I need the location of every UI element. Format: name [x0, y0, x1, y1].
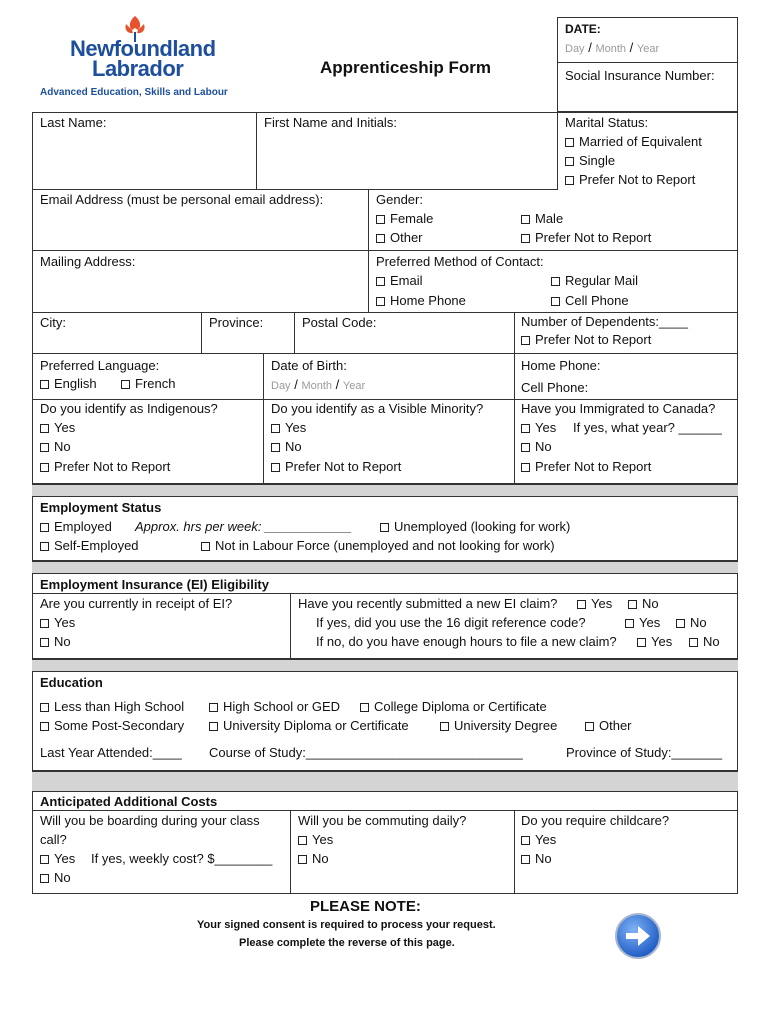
- boarding-question-line1: Will you be boarding during your class: [40, 813, 260, 828]
- ei-title: Employment Insurance (EI) Eligibility: [40, 577, 269, 592]
- edu-university-degree-checkbox[interactable]: University Degree: [440, 718, 557, 733]
- edu-university-diploma-checkbox[interactable]: University Diploma or Certificate: [209, 718, 409, 733]
- dob-label: Date of Birth:: [271, 358, 347, 373]
- home-phone-field[interactable]: Home Phone:: [521, 358, 601, 373]
- immigrated-yes-checkbox[interactable]: Yes: [521, 420, 556, 435]
- course-of-study-field[interactable]: Course of Study:______________________________: [209, 745, 523, 760]
- immigrated-prefer-checkbox[interactable]: Prefer Not to Report: [521, 459, 651, 474]
- next-page-button[interactable]: [614, 912, 662, 960]
- gender-female-checkbox[interactable]: Female: [376, 211, 433, 226]
- ei-receipt-no-checkbox[interactable]: No: [40, 634, 71, 649]
- edu-hs-ged-checkbox[interactable]: High School or GED: [209, 699, 340, 714]
- first-name-field[interactable]: First Name and Initials:: [264, 115, 397, 130]
- postal-code-field[interactable]: Postal Code:: [302, 315, 377, 330]
- marital-status-label: Marital Status:: [565, 115, 649, 130]
- indigenous-no-checkbox[interactable]: No: [40, 439, 71, 454]
- weekly-cost-field[interactable]: If yes, weekly cost? $________: [91, 851, 273, 866]
- reverse-page-note: Please complete the reverse of this page.: [239, 937, 455, 949]
- minority-no-checkbox[interactable]: No: [271, 439, 302, 454]
- form-title: Apprenticeship Form: [320, 58, 491, 77]
- ei-receipt-yes-checkbox[interactable]: Yes: [40, 615, 75, 630]
- section-divider: [32, 771, 738, 792]
- cell-phone-field[interactable]: Cell Phone:: [521, 380, 589, 395]
- childcare-no-checkbox[interactable]: No: [521, 851, 552, 866]
- city-field[interactable]: City:: [40, 315, 66, 330]
- unemployed-checkbox[interactable]: Unemployed (looking for work): [380, 519, 570, 534]
- immigrated-no-checkbox[interactable]: No: [521, 439, 552, 454]
- ei-reference-yes-checkbox[interactable]: Yes: [625, 615, 660, 630]
- approx-hours-field[interactable]: Approx. hrs per week: ____________: [135, 519, 352, 534]
- marital-married-checkbox[interactable]: Married of Equivalent: [565, 134, 702, 149]
- dob-field[interactable]: Day / Month / Year: [271, 377, 366, 392]
- indigenous-yes-checkbox[interactable]: Yes: [40, 420, 75, 435]
- boarding-question-line2: call?: [40, 832, 67, 847]
- date-field[interactable]: Day / Month / Year: [565, 40, 660, 55]
- minority-yes-checkbox[interactable]: Yes: [271, 420, 306, 435]
- gender-prefer-checkbox[interactable]: Prefer Not to Report: [521, 230, 651, 245]
- email-field[interactable]: Email Address (must be personal email address):: [40, 192, 324, 207]
- ei-hours-no-checkbox[interactable]: No: [689, 634, 720, 649]
- contact-email-checkbox[interactable]: Email: [376, 273, 423, 288]
- edu-other-checkbox[interactable]: Other: [585, 718, 632, 733]
- dependents-prefer-checkbox[interactable]: Prefer Not to Report: [521, 332, 651, 347]
- indigenous-prefer-checkbox[interactable]: Prefer Not to Report: [40, 459, 170, 474]
- contact-method-label: Preferred Method of Contact:: [376, 254, 544, 269]
- language-label: Preferred Language:: [40, 358, 160, 373]
- province-of-study-field[interactable]: Province of Study:_______: [566, 745, 723, 760]
- mailing-address-field[interactable]: Mailing Address:: [40, 254, 136, 269]
- edu-less-than-hs-checkbox[interactable]: Less than High School: [40, 699, 184, 714]
- sin-label: Social Insurance Number:: [565, 68, 715, 83]
- ei-hours-question: If no, do you have enough hours to file a new claim?: [316, 634, 617, 649]
- gender-male-checkbox[interactable]: Male: [521, 211, 563, 226]
- employment-title: Employment Status: [40, 500, 162, 515]
- language-english-checkbox[interactable]: English: [40, 376, 97, 391]
- gender-label: Gender:: [376, 192, 423, 207]
- ei-submitted-question: Have you recently submitted a new EI claim?: [298, 596, 558, 611]
- education-title: Education: [40, 675, 103, 690]
- marital-prefer-checkbox[interactable]: Prefer Not to Report: [565, 172, 695, 187]
- commuting-yes-checkbox[interactable]: Yes: [298, 832, 333, 847]
- ei-submitted-yes-checkbox[interactable]: Yes: [577, 596, 612, 611]
- ei-reference-no-checkbox[interactable]: No: [676, 615, 707, 630]
- last-year-attended-field[interactable]: Last Year Attended:____: [40, 745, 182, 760]
- contact-homephone-checkbox[interactable]: Home Phone: [376, 293, 466, 308]
- self-employed-checkbox[interactable]: Self-Employed: [40, 538, 139, 553]
- department-name: Advanced Education, Skills and Labour: [40, 87, 228, 98]
- commuting-no-checkbox[interactable]: No: [298, 851, 329, 866]
- date-label: DATE:: [565, 22, 601, 36]
- logo-labrador: Labrador: [92, 56, 184, 81]
- contact-cellphone-checkbox[interactable]: Cell Phone: [551, 293, 629, 308]
- last-name-field[interactable]: Last Name:: [40, 115, 107, 130]
- minority-prefer-checkbox[interactable]: Prefer Not to Report: [271, 459, 401, 474]
- costs-title: Anticipated Additional Costs: [40, 794, 218, 809]
- edu-college-checkbox[interactable]: College Diploma or Certificate: [360, 699, 547, 714]
- not-in-labour-checkbox[interactable]: Not in Labour Force (unemployed and not looking for work): [201, 538, 555, 553]
- language-french-checkbox[interactable]: French: [121, 376, 175, 391]
- childcare-yes-checkbox[interactable]: Yes: [521, 832, 556, 847]
- edu-some-post-secondary-checkbox[interactable]: Some Post-Secondary: [40, 718, 184, 733]
- boarding-yes-checkbox[interactable]: Yes: [40, 851, 75, 866]
- immigrated-year-field[interactable]: If yes, what year? ______: [573, 420, 722, 435]
- employed-checkbox[interactable]: Employed: [40, 519, 112, 534]
- marital-single-checkbox[interactable]: Single: [565, 153, 615, 168]
- government-logo: [40, 14, 240, 100]
- ei-reference-question: If yes, did you use the 16 digit reference code?: [316, 615, 586, 630]
- dependents-field[interactable]: Number of Dependents:____: [521, 314, 688, 329]
- ei-receipt-question: Are you currently in receipt of EI?: [40, 596, 233, 611]
- please-note-title: PLEASE NOTE:: [310, 898, 421, 915]
- province-field[interactable]: Province:: [209, 315, 264, 330]
- commuting-question: Will you be commuting daily?: [298, 813, 467, 828]
- gender-other-checkbox[interactable]: Other: [376, 230, 423, 245]
- immigrated-question: Have you Immigrated to Canada?: [521, 401, 716, 416]
- logo-newfoundland: Newfoundland: [70, 36, 216, 61]
- consent-note: Your signed consent is required to process your request.: [197, 919, 496, 931]
- ei-submitted-no-checkbox[interactable]: No: [628, 596, 659, 611]
- childcare-question: Do you require childcare?: [521, 813, 670, 828]
- contact-mail-checkbox[interactable]: Regular Mail: [551, 273, 638, 288]
- indigenous-question: Do you identify as Indigenous?: [40, 401, 218, 416]
- minority-question: Do you identify as a Visible Minority?: [271, 401, 484, 416]
- ei-hours-yes-checkbox[interactable]: Yes: [637, 634, 672, 649]
- arrow-right-icon: [614, 912, 662, 960]
- boarding-no-checkbox[interactable]: No: [40, 870, 71, 885]
